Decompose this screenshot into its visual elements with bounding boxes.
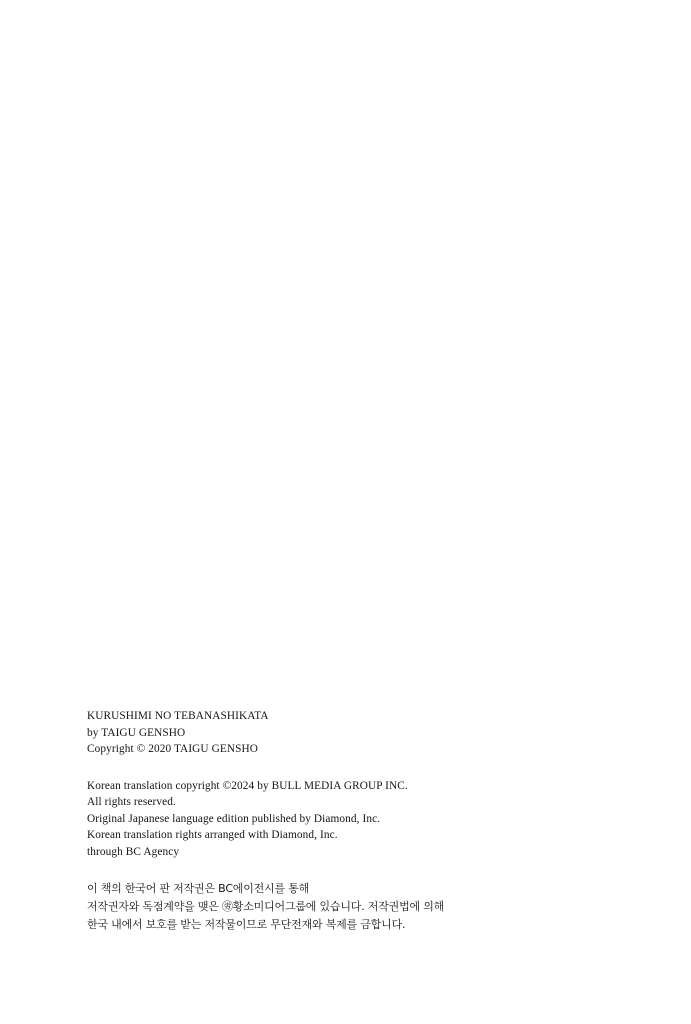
korean-notice-line-1: 이 책의 한국어 판 저작권은 BC에이전시를 통해 — [87, 882, 310, 895]
translation-rights-group — [87, 778, 507, 861]
original-title: KURUSHIMI NO TEBANASHIKATA — [87, 710, 269, 722]
korean-notice-line-3: 한국 내에서 보호를 받는 저작물이므로 무단전재와 복제를 금합니다. — [87, 918, 406, 931]
original-work-group — [87, 708, 507, 758]
agency-line: through BC Agency — [87, 845, 180, 858]
korean-notice-line-2: 저작권자와 독점계약을 맺은 ㊘황소미디어그룹에 있습니다. 저작권법에 의해 — [87, 900, 445, 913]
original-author: by TAIGU GENSHO — [87, 726, 186, 739]
translation-rights-line: Korean translation rights arranged with Diamond, Inc. — [87, 829, 338, 841]
korean-notice-group — [87, 880, 507, 934]
all-rights-reserved-line: All rights reserved. — [87, 796, 176, 808]
original-copyright-notice: Copyright © 2020 TAIGU GENSHO — [87, 743, 259, 755]
translation-copyright-line: Korean translation copyright ©2024 by BULL MEDIA GROUP INC. — [87, 779, 408, 792]
original-edition-line: Original Japanese language edition published by Diamond, Inc. — [87, 812, 381, 825]
copyright-block — [87, 708, 507, 934]
